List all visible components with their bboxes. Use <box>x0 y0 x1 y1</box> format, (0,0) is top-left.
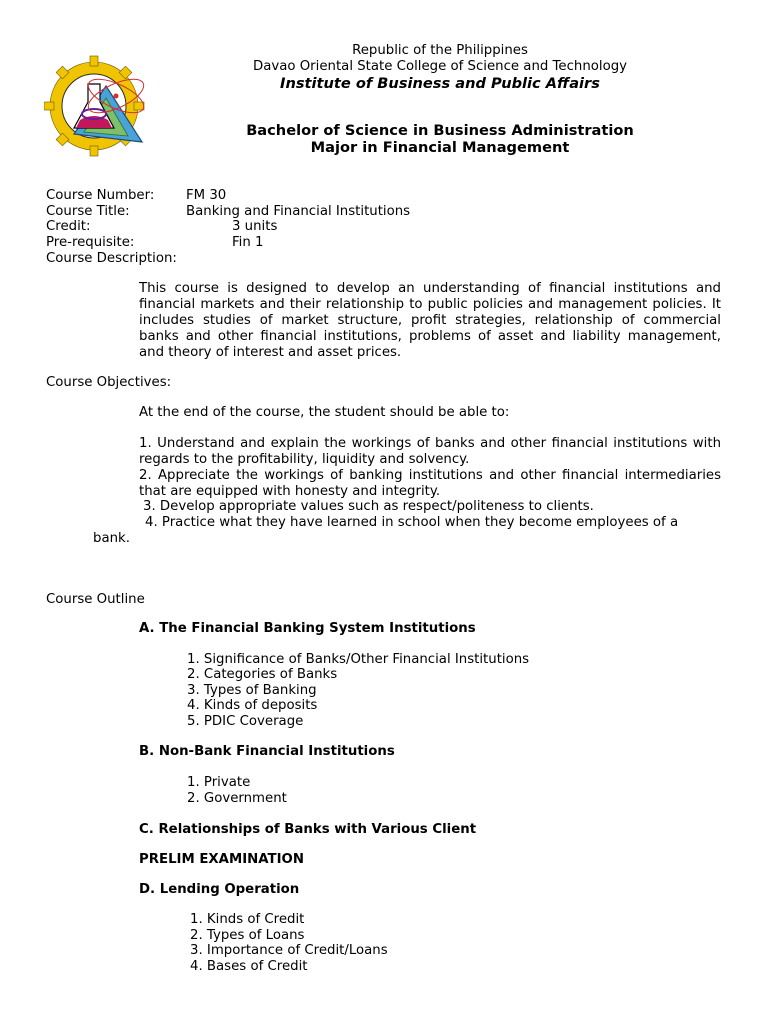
prelim-examination: PRELIM EXAMINATION <box>139 852 304 867</box>
credit-value: 3 units <box>232 219 278 234</box>
course-objectives-label: Course Objectives: <box>46 375 172 390</box>
course-description-label: Course Description: <box>46 251 177 266</box>
outline-topic-a: A. The Financial Banking System Institutions <box>139 621 476 636</box>
college-seal-logo <box>44 54 156 158</box>
outline-item: 4. Bases of Credit <box>190 959 308 974</box>
prerequisite-label: Pre-requisite: <box>46 235 135 250</box>
outline-item: 2. Government <box>187 791 287 806</box>
outline-item: 3. Types of Banking <box>187 683 317 698</box>
course-outline-label: Course Outline <box>46 592 145 607</box>
outline-topic-c: C. Relationships of Banks with Various Client <box>139 822 477 837</box>
outline-item: 2. Categories of Banks <box>187 667 338 682</box>
outline-topic-d: D. Lending Operation <box>139 882 300 897</box>
outline-item: 1. Significance of Banks/Other Financial Institutions <box>187 652 530 667</box>
course-description-text: This course is designed to develop an understanding of financial institutions and financial markets and their relationship to public policies and management policies. It includes studies of market structure, profit strategies, relationship of commercial banks and other financial institutions, problems of asset and liability management, and theory of interest and asset prices. <box>139 281 721 360</box>
course-title-value: Banking and Financial Institutions <box>186 204 411 219</box>
major-title: Major in Financial Management <box>310 139 570 156</box>
objective-item: 2. Appreciate the workings of banking institutions and other financial intermediaries that are equipped with honesty and integrity. <box>139 468 721 499</box>
header-republic: Republic of the Philippines <box>352 43 528 58</box>
course-number-label: Course Number: <box>46 188 155 203</box>
objective-item-continuation: bank. <box>93 531 130 546</box>
outline-item: 4. Kinds of deposits <box>187 698 318 713</box>
objective-item: 4. Practice what they have learned in school when they become employees of a <box>145 515 679 530</box>
outline-item: 2. Types of Loans <box>190 928 305 943</box>
prerequisite-value: Fin 1 <box>232 235 264 250</box>
outline-item: 1. Private <box>187 775 251 790</box>
course-number-value: FM 30 <box>186 188 227 203</box>
credit-label: Credit: <box>46 219 91 234</box>
objective-item: 1. Understand and explain the workings of banks and other financial institutions with regards to the profitability, liquidity and solvency. <box>139 436 721 467</box>
header-college: Davao Oriental State College of Science and Technology <box>252 59 628 74</box>
course-title-label: Course Title: <box>46 204 130 219</box>
header-institute: Institute of Business and Public Affairs <box>280 75 600 92</box>
objectives-intro: At the end of the course, the student should be able to: <box>139 405 510 420</box>
outline-item: 5. PDIC Coverage <box>187 714 304 729</box>
outline-item: 3. Importance of Credit/Loans <box>190 943 388 958</box>
objective-item: 3. Develop appropriate values such as respect/politeness to clients. <box>143 499 594 514</box>
outline-topic-b: B. Non-Bank Financial Institutions <box>139 744 395 759</box>
outline-item: 1. Kinds of Credit <box>190 912 305 927</box>
degree-title: Bachelor of Science in Business Administration <box>246 122 634 139</box>
